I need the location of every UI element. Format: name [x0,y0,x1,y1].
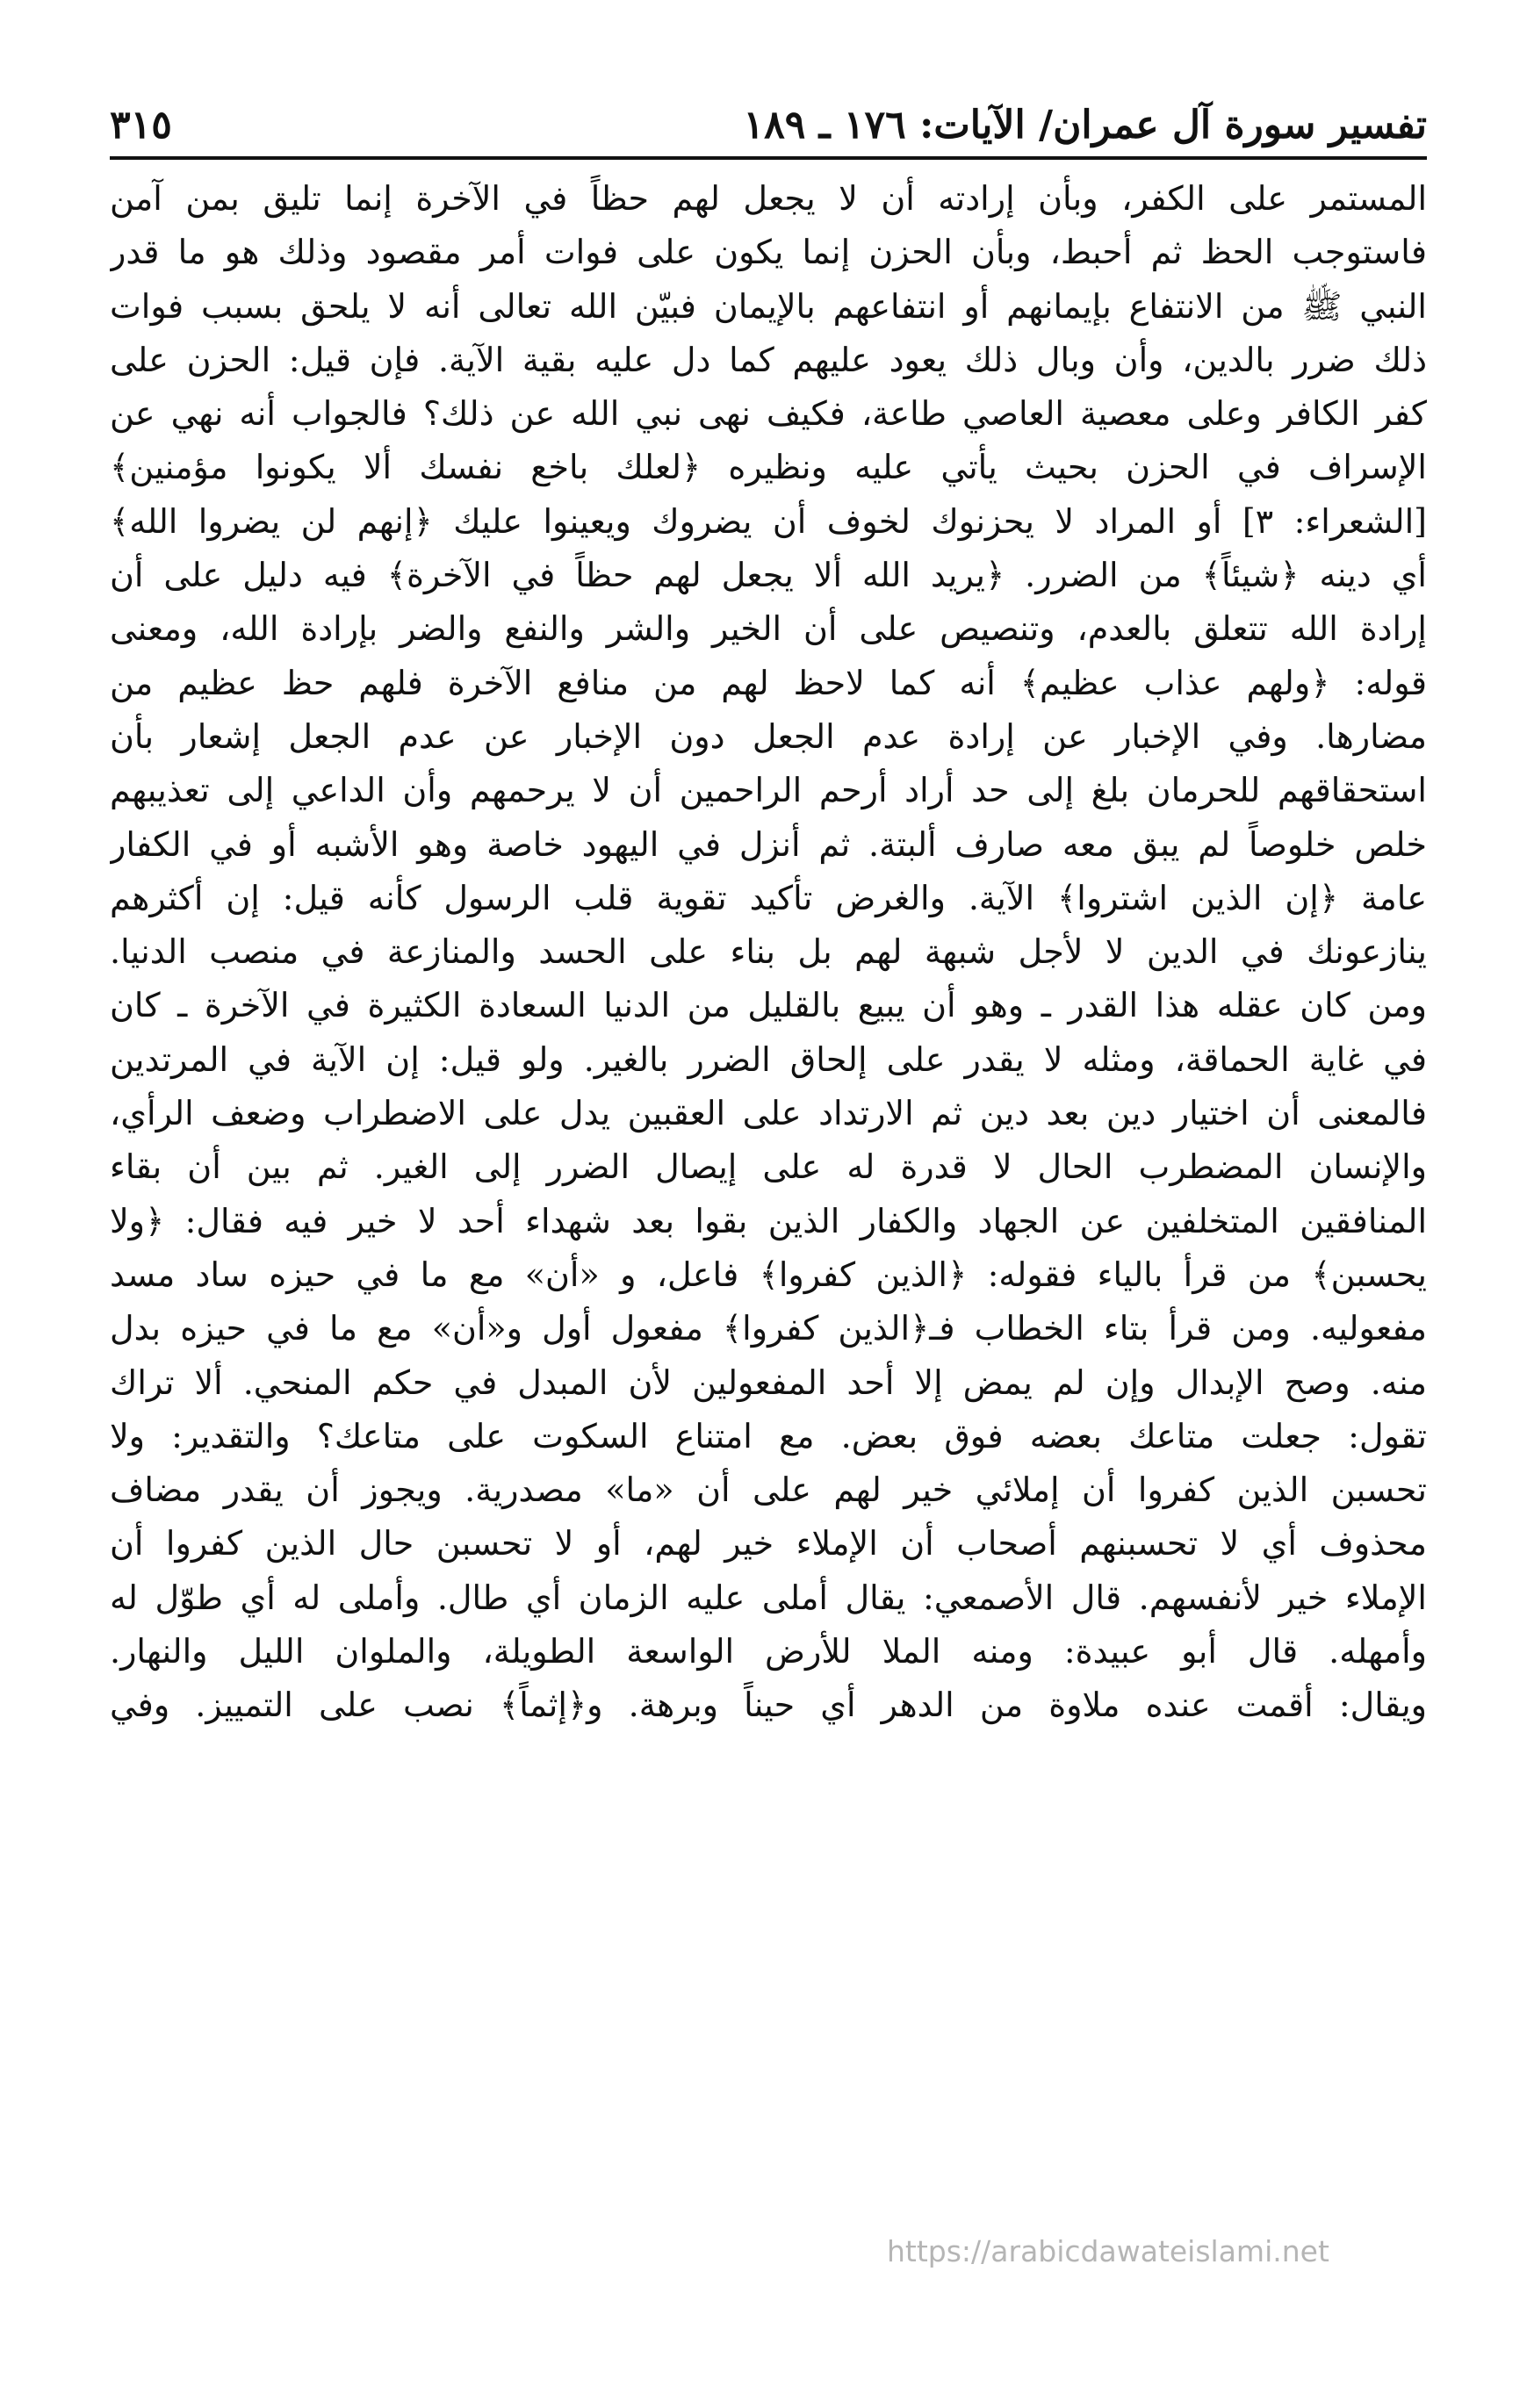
text-line: كفر الكافر وعلى معصية العاصي طاعة، فكيف نهى نبي الله عن ذلك؟ فالجواب أنه نهي عن [110,394,1427,434]
text-line: منه. وصح الإبدال وإن لم يمض إلا أحد المفعولين لأن المبدل في حكم المنحي. ألا تراك [110,1362,1427,1402]
header-rule [110,156,1427,160]
text-line: فاستوجب الحظ ثم أحبط، وبأن الحزن إنما يكون على فوات أمر مقصود وذلك هو ما قدر [110,233,1427,272]
text-line: ويقال: أقمت عنده ملاوة من الدهر أي حيناً وبرهة. و﴿إثماً﴾ نصب على التمييز. وفي [110,1686,1427,1725]
page-number: ٣١٥ [110,103,172,147]
page-header [110,77,1427,147]
text-line: تقول: جعلت متاعك بعضه فوق بعض. مع امتناع السكوت على متاعك؟ والتقدير: ولا [110,1416,1427,1456]
text-line: الإسراف في الحزن بحيث يأتي عليه ونظيره ﴿لعلك باخع نفسك ألا يكونوا مؤمنين﴾ [110,448,1427,487]
text-line: أي دينه ﴿شيئاً﴾ من الضرر. ﴿يريد الله ألا يجعل لهم حظاً في الآخرة﴾ فيه دليل على أن [110,556,1427,595]
text-line: [الشعراء: ٣] أو المراد لا يحزنوك لخوف أن يضروك ويعينوا عليك ﴿إنهم لن يضروا الله﴾ [110,501,1427,541]
text-line [110,1733,1427,1786]
body-text [110,172,1427,1786]
text-line: ذلك ضرر بالدين، وأن وبال ذلك يعود عليهم كما دل عليه بقية الآية. فإن قيل: الحزن على [110,340,1427,379]
text-line: والإنسان المضطرب الحال لا قدرة له على إيصال الضرر إلى الغير. ثم بين أن بقاء [110,1147,1427,1187]
text-line: فالمعنى أن اختيار دين بعد دين ثم الارتداد على العقبين يدل على الاضطراب وضعف الرأي، [110,1094,1427,1133]
text-line: إرادة الله تتعلق بالعدم، وتنصيص على أن الخير والشر والنفع والضر بإرادة الله، ومعنى [110,609,1427,649]
text-line: ومن كان عقله هذا القدر ـ وهو أن يبيع بالقليل من الدنيا السعادة الكثيرة في الآخرة ـ كان [110,986,1427,1025]
text-line: استحقاقهم للحرمان بلغ إلى حد أراد أرحم الراحمين أن لا يرحمهم وأن الداعي إلى تعذيبهم [110,771,1427,810]
text-line: يحسبن﴾ من قرأ بالياء فقوله: ﴿الذين كفروا﴾ فاعل، و «أن» مع ما في حيزه ساد مسد [110,1254,1427,1294]
text-line: المنافقين المتخلفين عن الجهاد والكفار الذين بقوا بعد شهداء أحد لا خير فيه فقال: ﴿ولا [110,1201,1427,1240]
text-line: تحسبن الذين كفروا أن إملائي خير لهم على أن «ما» مصدرية. ويجوز أن يقدر مضاف [110,1470,1427,1510]
text-line: قوله: ﴿ولهم عذاب عظيم﴾ أنه كما لاحظ لهم من منافع الآخرة فلهم حظ عظيم من [110,663,1427,702]
text-line: المستمر على الكفر، وبأن إرادته أن لا يجعل لهم حظاً في الآخرة إنما تليق بمن آمن [110,179,1427,218]
text-line: عامة ﴿إن الذين اشتروا﴾ الآية. والغرض تأكيد تقوية قلب الرسول كأنه قيل: إن أكثرهم [110,878,1427,917]
text-line: مضارها. وفي الإخبار عن إرادة عدم الجعل دون الإخبار عن عدم الجعل إشعار بأن [110,716,1427,756]
text-line: النبي ﷺ من الانتفاع بإيمانهم أو انتفاعهم بالإيمان فبيّن الله تعالى أنه لا يلحق بسبب فوات [110,286,1427,326]
text-line: مفعوليه. ومن قرأ بتاء الخطاب فـ﴿الذين كفروا﴾ مفعول أول و«أن» مع ما في حيزه بدل [110,1309,1427,1348]
text-line: في غاية الحماقة، ومثله لا يقدر على إلحاق الضرر بالغير. ولو قيل: إن الآية في المرتدين [110,1039,1427,1079]
text-line: الإملاء خير لأنفسهم. قال الأصمعي: يقال أملى عليه الزمان أي طال. وأملى له أي طوّل له [110,1578,1427,1617]
text-line: محذوف أي لا تحسبنهم أصحاب أن الإملاء خير لهم، أو لا تحسبن حال الذين كفروا أن [110,1524,1427,1563]
text-line: وأمهله. قال أبو عبيدة: ومنه الملا للأرض الواسعة الطويلة، والملوان الليل والنهار. [110,1632,1427,1671]
text-line: خلص خلوصاً لم يبق معه صارف ألبتة. ثم أنزل في اليهود خاصة وهو الأشبه أو في الكفار [110,824,1427,864]
text-line: ينازعونك في الدين لا لأجل شبهة لهم بل بناء على الحسد والمنازعة في منصب الدنيا. [110,932,1427,972]
watermark-url: https://arabicdawateislami.net [887,2234,1329,2268]
running-title: تفسير سورة آل عمران/ الآيات: ١٧٦ ـ ١٨٩ [743,103,1427,147]
